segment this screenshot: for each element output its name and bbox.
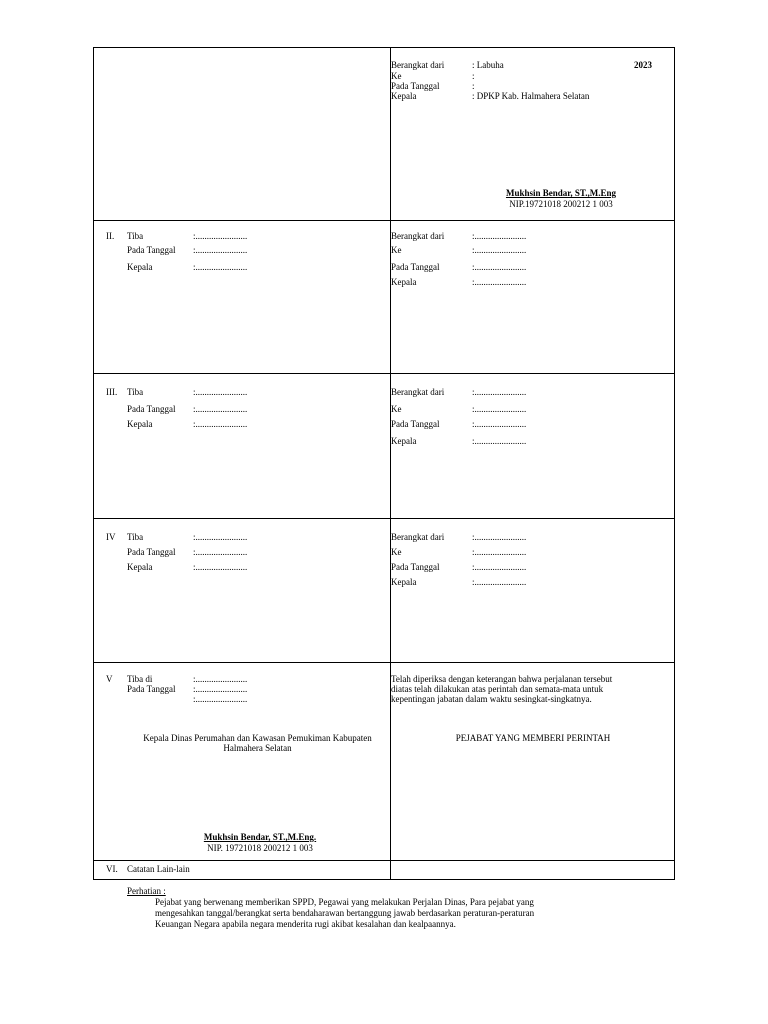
date-label: Pada Tanggal [127,245,176,255]
arrival-dots: :....................... [193,532,248,542]
head-label: Kepala [127,419,153,429]
head-dots: :....................... [472,277,527,287]
destination-label: Ke [391,245,402,255]
row-divider [93,373,675,374]
section-number: II. [106,231,115,241]
signer-nip: NIP. 19721018 200212 1 003 [207,843,313,853]
section-number: VI. [106,864,118,874]
date-dots: :....................... [193,547,248,557]
date-label: Pada Tanggal [391,419,440,429]
departure-dots: :....................... [472,387,527,397]
date-label: Pada Tanggal [391,562,440,572]
arrival-label: Tiba [127,231,144,241]
verification-note: Telah diperiksa dengan keterangan bahwa perjalanan tersebut diatas telah dilakukan atas perintah dan semata-mata untuk kepentingan jabatan dalam waktu sesingkat-singkatnya. [391,674,613,704]
head-label: Kepala [127,262,153,272]
notes-label: Catatan Lain-lain [127,864,190,874]
date-dots: :....................... [193,245,248,255]
head-value: : DPKP Kab. Halmahera Selatan [472,91,590,101]
head-label: Kepala [391,277,417,287]
head-label: Kepala [127,562,153,572]
head-dots: :....................... [193,419,248,429]
head-label: Kepala [391,436,417,446]
departure-label: Berangkat dari [391,532,445,542]
departure-label: Berangkat dari [391,60,445,70]
head-dots: :....................... [472,577,527,587]
date-label: Pada Tanggal [391,81,440,91]
head-label: Kepala [391,91,417,101]
signer-name: Mukhsin Bendar, ST.,M.Eng. [203,832,317,842]
destination-label: Ke [391,71,402,81]
column-divider [390,47,391,880]
departure-dots: :....................... [472,532,527,542]
destination-value: : [472,71,475,81]
date-label: Pada Tanggal [127,547,176,557]
destination-dots: :....................... [472,547,527,557]
date-label: Pada Tanggal [127,684,176,694]
signer-nip: NIP.19721018 200212 1 003 [509,199,613,209]
notice-title: Perhatian : [127,886,166,896]
date-dots: :....................... [472,562,527,572]
notice-line: Pejabat yang berwenang memberikan SPPD, Pegawai yang melakukan Perjalan Dinas, Para pejabat yang [155,897,534,907]
head-label: Kepala [391,577,417,587]
arrival-label: Tiba di [127,674,153,684]
date-dots: :....................... [472,262,527,272]
head-dots: :....................... [193,562,248,572]
year: 2023 [634,60,652,70]
arrival-dots: :....................... [193,674,248,684]
destination-label: Ke [391,404,402,414]
commanding-official-title: PEJABAT YANG MEMBERI PERINTAH [455,733,611,743]
arrival-dots: :....................... [193,387,248,397]
department-head-title: Kepala Dinas Perumahan dan Kawasan Pemukiman Kabupaten Halmahera Selatan [143,733,372,753]
date-dots: :....................... [193,684,248,694]
departure-value: : Labuha [472,60,504,70]
row-divider [93,220,675,221]
head-dots: :....................... [193,262,248,272]
date-label: Pada Tanggal [391,262,440,272]
notice-line: Keuangan Negara apabila negara menderita rugi akibat kesalahan dan kealpaannya. [155,919,456,929]
date-value: : [472,81,475,91]
signer-name: Mukhsin Bendar, ST.,M.Eng [505,188,617,198]
extra-dots: :....................... [193,694,248,704]
section-number: III. [106,387,118,397]
date-dots: :....................... [193,404,248,414]
head-dots: :....................... [472,436,527,446]
date-dots: :....................... [472,419,527,429]
section-number: IV [106,532,116,542]
date-label: Pada Tanggal [127,404,176,414]
destination-label: Ke [391,547,402,557]
notice-line: mengesahkan tanggal/berangkat serta bendaharawan bertanggung jawab berdasarkan peraturan-peraturan [155,908,535,918]
departure-dots: :....................... [472,231,527,241]
form-border [93,47,675,880]
section-number: V [106,674,113,684]
arrival-label: Tiba [127,532,144,542]
arrival-label: Tiba [127,387,144,397]
departure-label: Berangkat dari [391,231,445,241]
destination-dots: :....................... [472,245,527,255]
arrival-dots: :....................... [193,231,248,241]
destination-dots: :....................... [472,404,527,414]
departure-label: Berangkat dari [391,387,445,397]
row-divider [93,518,675,519]
row-divider [93,860,675,861]
row-divider [93,662,675,663]
